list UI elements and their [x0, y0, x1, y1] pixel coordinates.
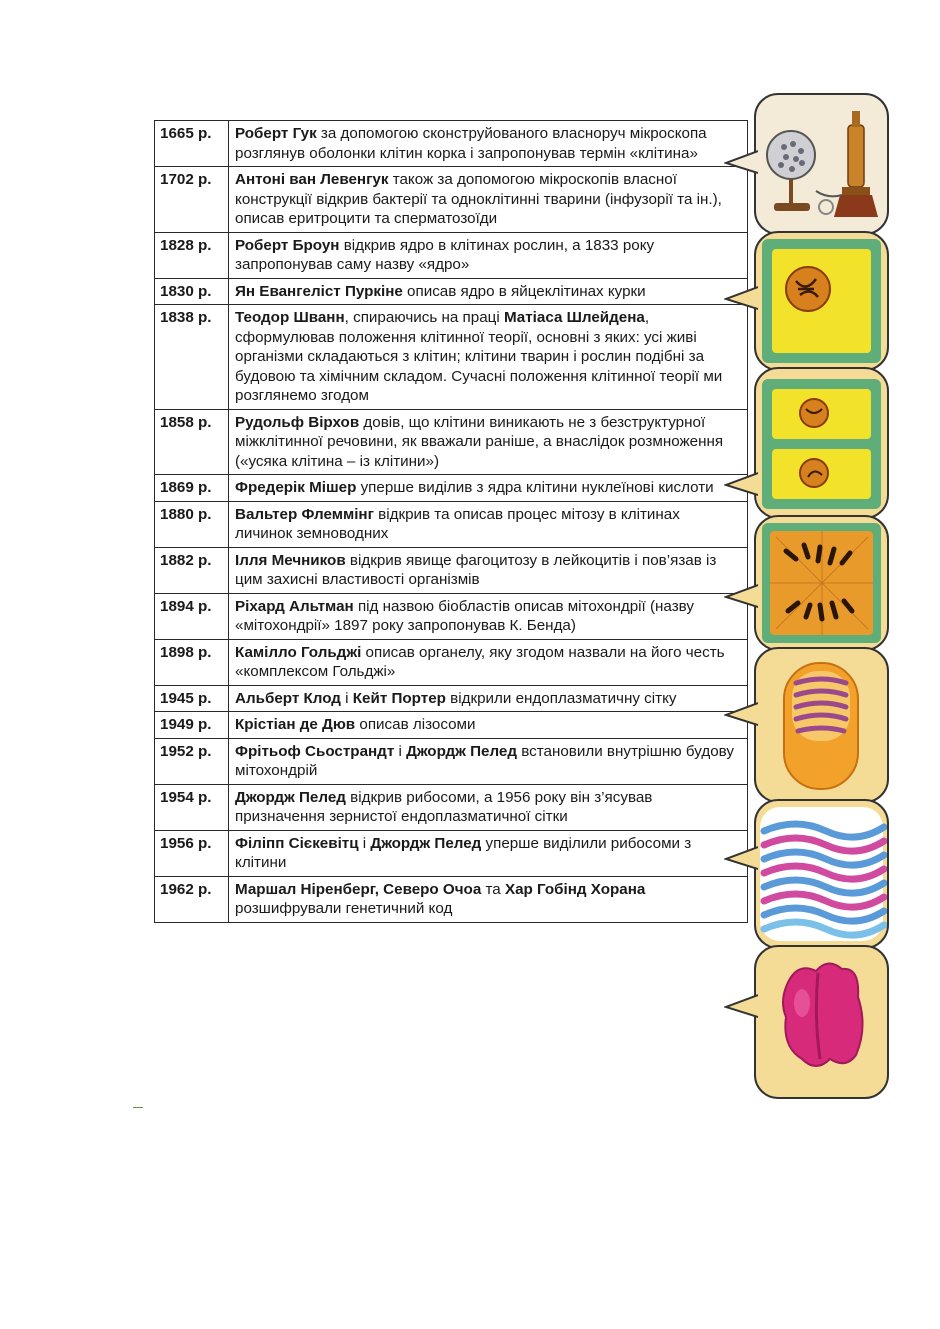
mitosis-drawing: [756, 517, 887, 649]
discovery-timeline-table: [154, 120, 748, 923]
timeline-description: [229, 305, 748, 410]
timeline-description: [229, 685, 748, 712]
description-text: розшифрували генетичний код: [235, 900, 453, 917]
description-text: під назвою біобластів описав мітохондрії (назву «мітохондрії» 1897 року запропонував К. Бенда): [235, 597, 695, 634]
timeline-year: 1962 р.: [155, 876, 229, 922]
timeline-description: [229, 784, 748, 830]
er-drawing: [756, 801, 887, 947]
timeline-row: [155, 167, 748, 233]
description-text: встановили внутрішню будову мітохондрій: [235, 742, 735, 779]
scientist-name: Крістіан де Дюв: [235, 716, 356, 733]
timeline-row: [155, 278, 748, 305]
timeline-year: 1894 р.: [155, 593, 229, 639]
callout-tail: [724, 581, 758, 611]
scientist-name: Ян Евангеліст Пуркіне: [235, 282, 403, 300]
timeline-description: [229, 639, 748, 685]
description-text: описав лізосоми: [355, 716, 476, 733]
scientist-name: Теодор Шванн: [235, 309, 345, 326]
scientist-name: Ілля Мечников: [235, 551, 346, 569]
timeline-row: [155, 738, 748, 784]
scientist-name: Роберт Гук: [235, 125, 317, 142]
timeline-description: [229, 232, 748, 278]
description-text: довів, що клітини виникають не з безструктурної міжклітинної речовини, як вважали раніше, а внаслідок розмноження («усяка клітина – із клітини»): [235, 413, 724, 470]
description-text: відкрили ендоплазматичну сітку: [445, 689, 677, 707]
description-text: і: [394, 742, 407, 760]
timeline-year: 1952 р.: [155, 738, 229, 784]
timeline-year: 1869 р.: [155, 475, 229, 502]
timeline-year: 1954 р.: [155, 784, 229, 830]
scientist-name: Альберт Клод: [235, 689, 341, 707]
endoplasmic-reticulum-illustration: [754, 799, 889, 949]
description-text: відкрив та описав процес мітозу в клітинах личинок земноводних: [235, 505, 680, 542]
plant-cell-drawing: [756, 233, 887, 369]
timeline-description: [229, 876, 748, 922]
ribosome-illustration: [754, 945, 889, 1099]
callout-tail: [724, 991, 758, 1021]
description-text: відкрив ядро в клітинах рослин, а 1833 року запропонував саму назву «ядро»: [235, 236, 655, 273]
timeline-year: 1949 р.: [155, 712, 229, 739]
description-text: відкрив явище фагоцитозу в лейкоцитів і пов’язав із цим захисні властивості організмів: [235, 551, 717, 588]
timeline-year: 1880 р.: [155, 501, 229, 547]
scientist-name: Ріхард Альтман: [235, 597, 354, 615]
callout-tail: [724, 147, 758, 177]
timeline-row: [155, 685, 748, 712]
timeline-row: [155, 475, 748, 502]
timeline-row: [155, 593, 748, 639]
timeline-row: [155, 409, 748, 475]
timeline-row: [155, 876, 748, 922]
dividing-cells-drawing: [756, 369, 887, 517]
scientist-name: Хар Гобінд Хорана: [504, 880, 646, 898]
timeline-year: 1830 р.: [155, 278, 229, 305]
callout-tail: [724, 699, 758, 729]
scientist-name: Антоні ван Левенгук: [235, 171, 389, 188]
scientist-name: Вальтер Флеммінг: [235, 505, 374, 523]
description-text: уперше виділили рибосоми з клітини: [235, 834, 692, 871]
scientist-name: Матіаса Шлейдена: [503, 309, 645, 326]
ribosome-drawing: [756, 947, 887, 1097]
timeline-year: 1858 р.: [155, 409, 229, 475]
description-text: , спираючись на праці: [344, 309, 504, 326]
timeline-description: [229, 712, 748, 739]
scientist-name: Камілло Гольджі: [235, 643, 362, 661]
scientist-name: Кейт Портер: [352, 689, 446, 707]
description-text: і: [358, 834, 371, 852]
mitochondrion-illustration: [754, 647, 889, 803]
scientist-name: Маршал Ніренберг, Северо Очоа: [235, 880, 482, 898]
description-text: за допомогою сконструйованого власноруч мікроскопа розглянув оболонки клітин корка і запропонував термін «клітина»: [235, 125, 707, 162]
timeline-description: [229, 121, 748, 167]
timeline-description: [229, 278, 748, 305]
timeline-row: [155, 784, 748, 830]
description-text: уперше виділив з ядра клітини нуклеїнові кислоти: [356, 479, 714, 496]
scientist-name: Джордж Пелед: [235, 788, 346, 806]
plant-cell-illustration: [754, 231, 889, 371]
scientist-name: Роберт Броун: [235, 236, 340, 254]
page-mark: [133, 1107, 143, 1108]
mitosis-illustration: [754, 515, 889, 651]
callout-tail: [724, 843, 758, 873]
timeline-description: [229, 593, 748, 639]
scientist-name: Джордж Пелед: [370, 834, 482, 852]
scientist-name: Філіпп Сієкевітц: [235, 834, 359, 852]
timeline-description: [229, 409, 748, 475]
timeline-row: [155, 830, 748, 876]
dividing-cells-illustration: [754, 367, 889, 519]
timeline-year: 1702 р.: [155, 167, 229, 233]
timeline-year: 1882 р.: [155, 547, 229, 593]
description-text: описав ядро в яйцеклітинах курки: [402, 282, 646, 300]
description-text: і: [340, 689, 353, 707]
description-text: та: [481, 880, 505, 898]
timeline-description: [229, 830, 748, 876]
callout-tail: [724, 283, 758, 313]
scientist-name: Джордж Пелед: [406, 742, 518, 760]
timeline-row: [155, 712, 748, 739]
timeline-row: [155, 232, 748, 278]
timeline-row: [155, 121, 748, 167]
timeline-row: [155, 639, 748, 685]
timeline-description: [229, 475, 748, 502]
description-text: відкрив рибосоми, а 1956 року він з’ясував призначення зернистої ендоплазматичної сітки: [235, 788, 653, 825]
scientist-name: Рудольф Вірхов: [235, 413, 360, 431]
microscope-drawing: [756, 95, 887, 233]
timeline-row: [155, 305, 748, 410]
timeline-description: [229, 738, 748, 784]
mitochondrion-drawing: [756, 649, 887, 801]
description-text: , сформулював положення клітинної теорії, основні з яких: усі живі організми складаються з клітин; клітини тварин і рослин подібні за будовою та хімічним складом. Сучасні положення клітинної теорії ми розглянемо згодом: [235, 309, 723, 404]
microscope-illustration: [754, 93, 889, 235]
timeline-row: [155, 547, 748, 593]
timeline-description: [229, 167, 748, 233]
description-text: також за допомогою мікроскопів власної конструкції відкрив бактерії та одноклітинні тварини (інфузорії та ін.), описав еритроцити та сперматозоїди: [235, 171, 722, 227]
timeline-year: 1838 р.: [155, 305, 229, 410]
timeline-description: [229, 547, 748, 593]
timeline-year: 1956 р.: [155, 830, 229, 876]
scientist-name: Фрітьоф Сьострандт: [235, 742, 395, 760]
scientist-name: Фредерік Мішер: [235, 479, 357, 496]
callout-tail: [724, 469, 758, 499]
description-text: описав органелу, яку згодом назвали на його честь «комплексом Гольджі»: [235, 643, 725, 680]
timeline-year: 1665 р.: [155, 121, 229, 167]
timeline-year: 1828 р.: [155, 232, 229, 278]
timeline-description: [229, 501, 748, 547]
timeline-year: 1945 р.: [155, 685, 229, 712]
timeline-year: 1898 р.: [155, 639, 229, 685]
timeline-row: [155, 501, 748, 547]
